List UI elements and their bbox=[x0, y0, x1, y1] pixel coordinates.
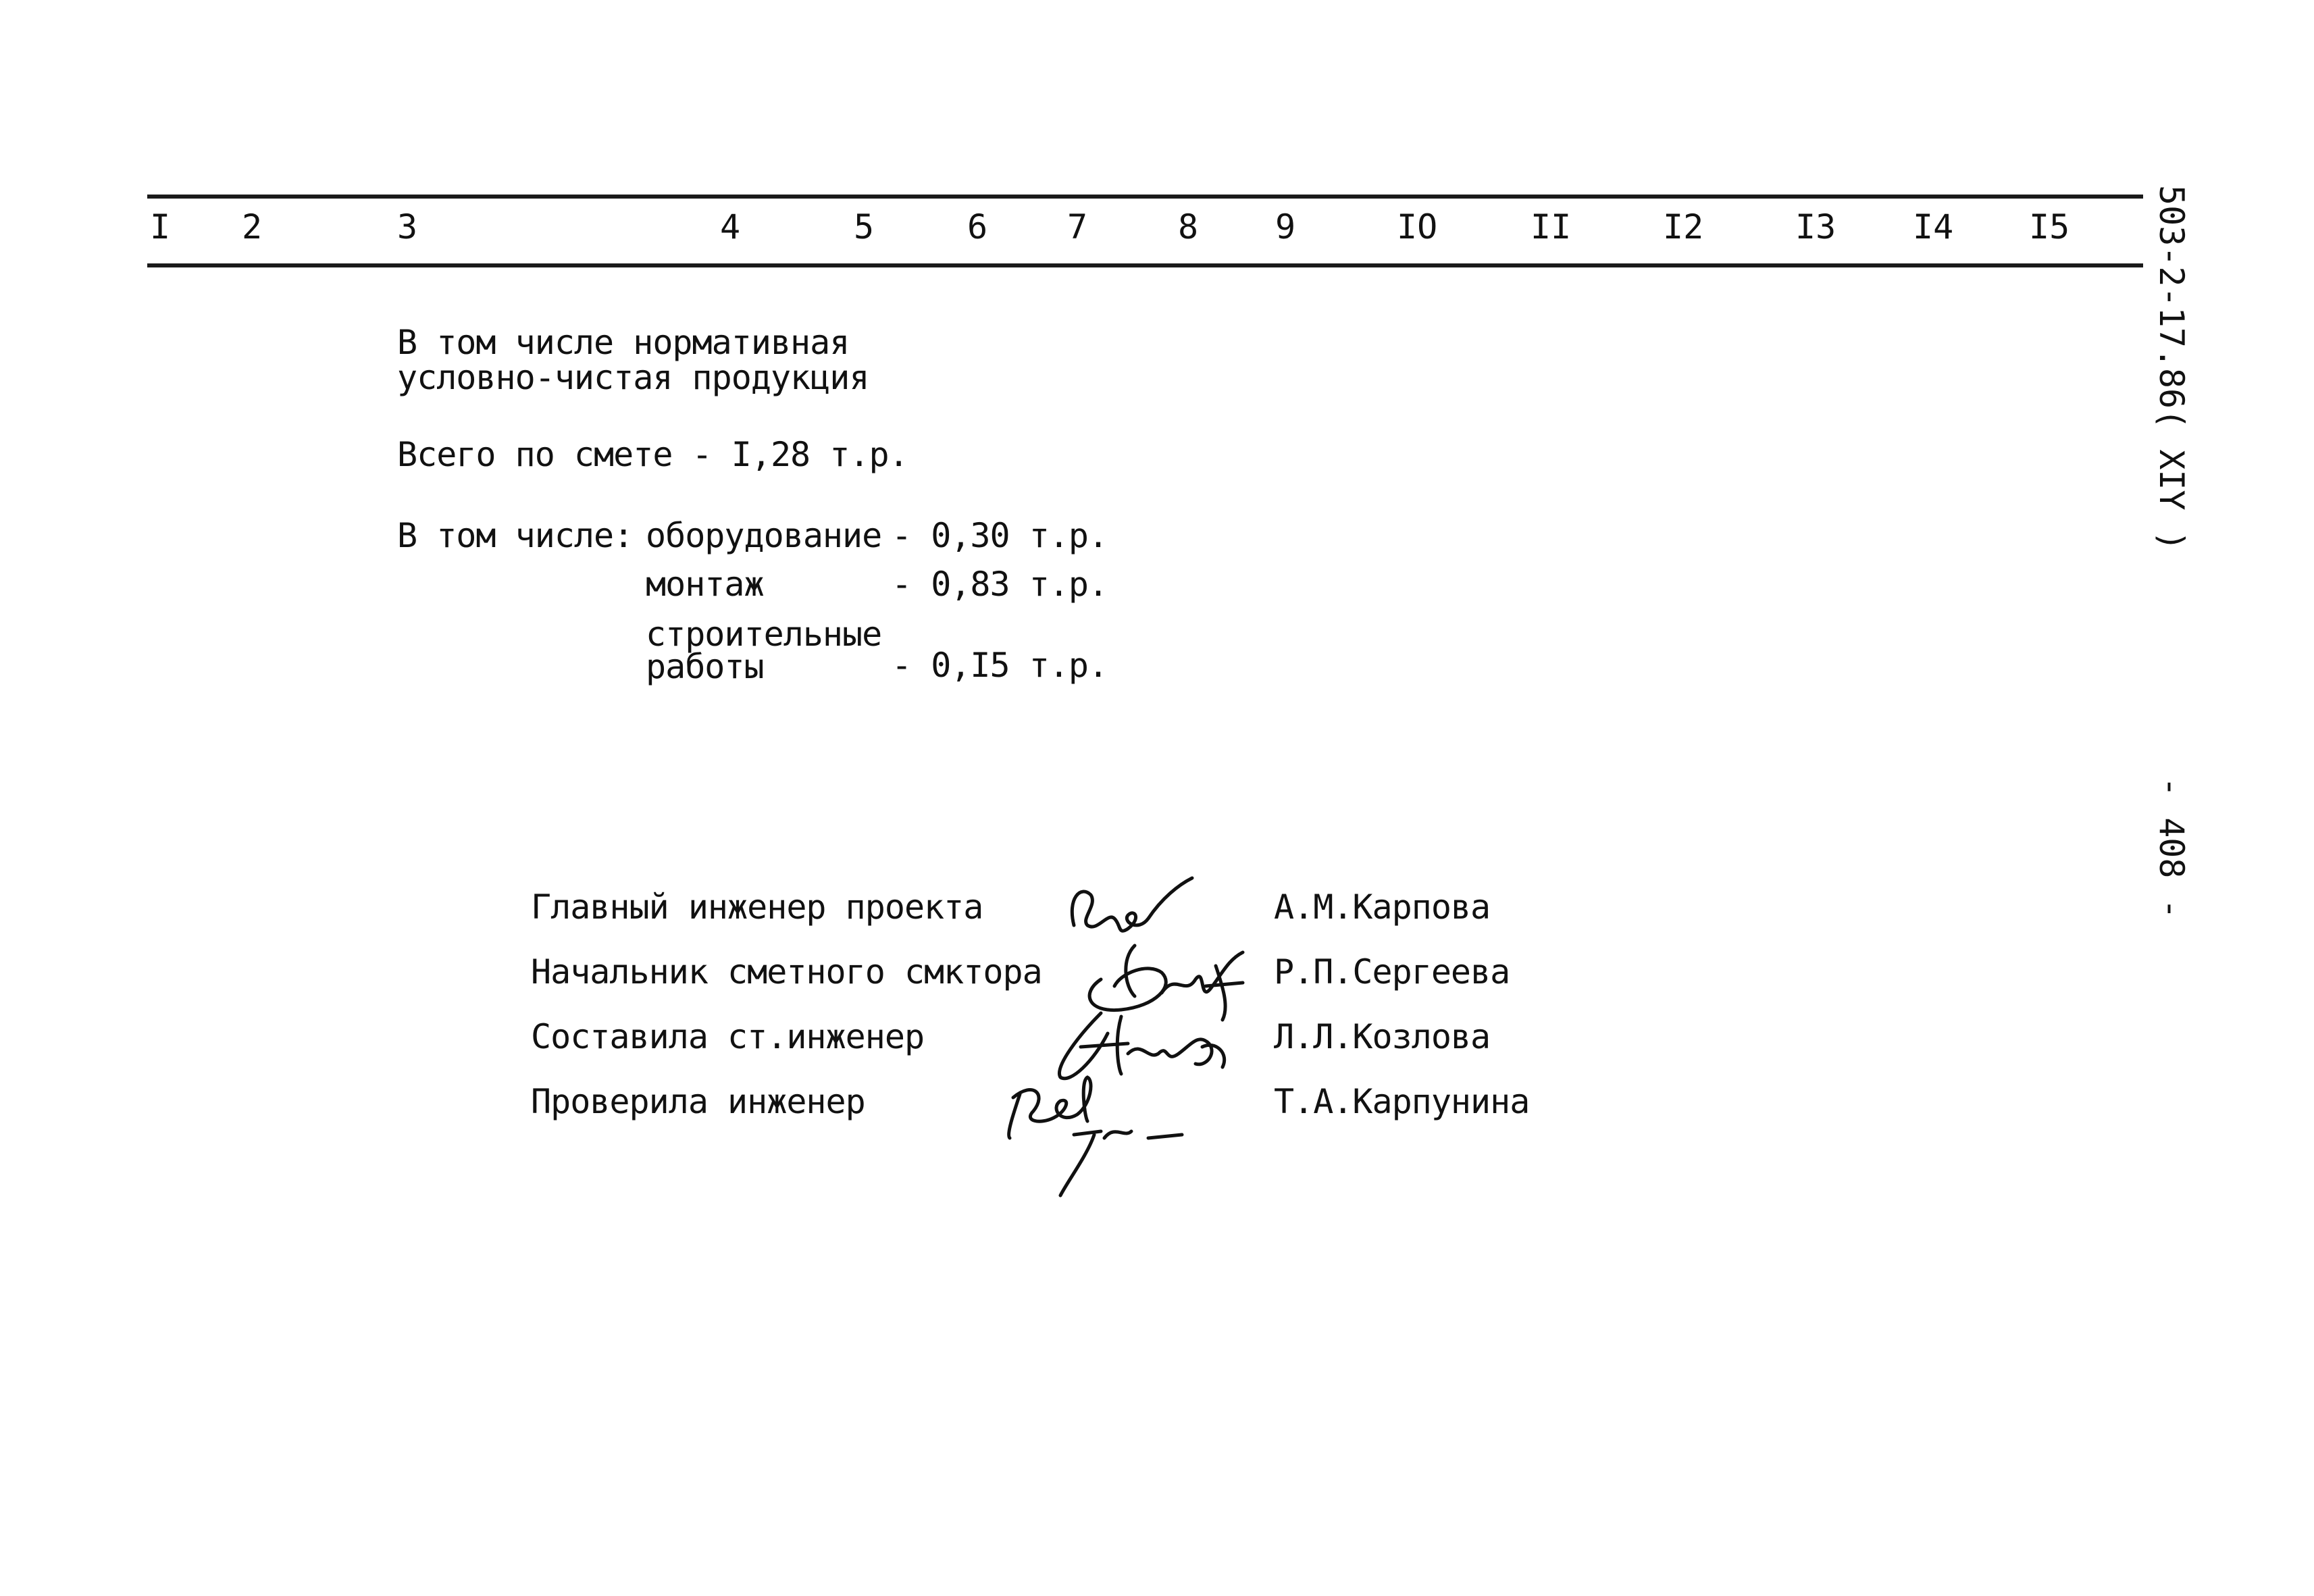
handwritten-signature bbox=[993, 1067, 1195, 1202]
document-code: 503-2-17.86( XIY ) bbox=[2152, 185, 2191, 551]
column-number: 4 bbox=[720, 207, 741, 247]
column-number: 9 bbox=[1275, 207, 1296, 247]
signature-role: Главный инженер проекта bbox=[531, 887, 983, 927]
column-number: I bbox=[150, 207, 171, 247]
item-construction-name-line1: строительные bbox=[646, 615, 882, 654]
column-number: 2 bbox=[242, 207, 263, 247]
column-number: I5 bbox=[2029, 207, 2070, 247]
estimate-total: Всего по смете - I,28 т.р. bbox=[397, 435, 908, 474]
signature-name: Т.А.Карпунина bbox=[1274, 1082, 1530, 1121]
column-number: I3 bbox=[1795, 207, 1836, 247]
normative-label-line2: условно-чистая продукция bbox=[397, 358, 869, 397]
column-number: 5 bbox=[854, 207, 875, 247]
column-number: IO bbox=[1397, 207, 1438, 247]
column-number: 7 bbox=[1067, 207, 1088, 247]
normative-label-line1: В том числе нормативная bbox=[397, 323, 850, 362]
header-top-rule bbox=[147, 195, 2143, 199]
item-construction-name-line2: работы bbox=[646, 647, 764, 686]
item-construction-value: - 0,I5 т.р. bbox=[892, 646, 1108, 685]
signature-role: Составила ст.инженер bbox=[531, 1017, 925, 1056]
page-number: - 408 - bbox=[2152, 777, 2191, 919]
signature-name: Р.П.Сергеева bbox=[1274, 952, 1510, 992]
item-installation-value: - 0,83 т.р. bbox=[892, 565, 1108, 604]
signature-role: Начальник сметного смктора bbox=[531, 952, 1042, 992]
column-number: I4 bbox=[1913, 207, 1954, 247]
item-installation-name: монтаж bbox=[646, 565, 764, 604]
column-number: I2 bbox=[1663, 207, 1704, 247]
column-number: 6 bbox=[967, 207, 988, 247]
item-equipment-value: - 0,30 т.р. bbox=[892, 516, 1108, 555]
column-number: 3 bbox=[397, 207, 418, 247]
column-number: 8 bbox=[1178, 207, 1199, 247]
including-label: В том числе: bbox=[397, 516, 634, 555]
header-bottom-rule bbox=[147, 263, 2143, 267]
item-equipment-name: оборудование bbox=[646, 516, 882, 555]
signature-role: Проверила инженер bbox=[531, 1082, 865, 1121]
signature-name: А.М.Карпова bbox=[1274, 887, 1491, 927]
signature-name: Л.Л.Козлова bbox=[1274, 1017, 1491, 1056]
column-number: II bbox=[1531, 207, 1572, 247]
